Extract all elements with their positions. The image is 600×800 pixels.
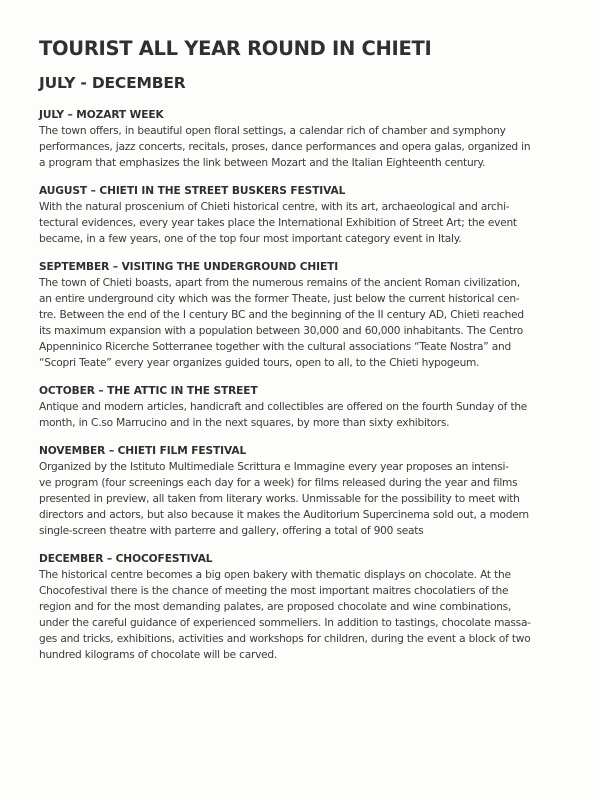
section-body: [39, 123, 569, 171]
body-line: became, in a few years, one of the top four most important category event in Italy.: [39, 233, 462, 245]
body-line: tre. Between the end of the I century BC and the beginning of the II century AD, Chieti reached: [39, 309, 524, 321]
body-line: The town offers, in beautiful open floral settings, a calendar rich of chamber and symphony: [39, 125, 506, 137]
body-line: The town of Chieti boasts, apart from the numerous remains of the ancient Roman civilization,: [39, 277, 520, 289]
section-october: [39, 383, 569, 431]
section-body: [39, 199, 569, 247]
body-line: ges and tricks, exhibitions, activities and workshops for children, during the event a block of two: [39, 633, 531, 645]
body-line: ve program (four screenings each day for a week) for films released during the year and films: [39, 477, 518, 489]
section-heading: DECEMBER – CHOCOFESTIVAL: [39, 553, 213, 565]
body-line: Appenninico Ricerche Sotterranee together with the cultural associations “Teate Nostra” and: [39, 341, 511, 353]
section-heading: SEPTEMBER – VISITING THE UNDERGROUND CHIETI: [39, 261, 339, 273]
section-body: [39, 567, 569, 663]
body-line: its maximum expansion with a population between 30,000 and 60,000 inhabitants. The Centro: [39, 325, 523, 337]
section-july: [39, 107, 569, 171]
sections-container: [39, 107, 569, 663]
body-line: “Scopri Teate” every year organizes guided tours, open to all, to the Chieti hypogeum.: [39, 357, 480, 369]
body-line: directors and actors, but also because it makes the Auditorium Supercinema sold out, a modern: [39, 509, 529, 521]
body-line: With the natural proscenium of Chieti historical centre, with its art, archaeological and archi-: [39, 201, 510, 213]
document-title: TOURIST ALL YEAR ROUND IN CHIETI: [39, 37, 432, 60]
section-body: [39, 399, 569, 431]
body-line: a program that emphasizes the link between Mozart and the Italian Eighteenth century.: [39, 157, 486, 169]
body-line: performances, jazz concerts, recitals, proses, dance performances and opera galas, organized in: [39, 141, 531, 153]
body-line: under the careful guidance of experienced sommeliers. In addition to tastings, chocolate massa-: [39, 617, 531, 629]
body-line: single-screen theatre with parterre and gallery, offering a total of 900 seats: [39, 525, 424, 537]
body-line: an entire underground city which was the former Theate, just below the current historical cen-: [39, 293, 520, 305]
section-heading: AUGUST – CHIETI IN THE STREET BUSKERS FESTIVAL: [39, 185, 346, 197]
document-page: [39, 36, 569, 663]
body-line: hundred kilograms of chocolate will be carved.: [39, 649, 277, 661]
document-subtitle: JULY - DECEMBER: [39, 74, 186, 92]
body-line: The historical centre becomes a big open bakery with thematic displays on chocolate. At the: [39, 569, 511, 581]
section-body: [39, 275, 569, 371]
section-september: [39, 259, 569, 371]
body-line: presented in preview, all taken from literary works. Unmissable for the possibility to meet with: [39, 493, 520, 505]
section-heading: JULY – MOZART WEEK: [39, 109, 164, 121]
body-line: Chocofestival there is the chance of meeting the most important maitres chocolatiers of the: [39, 585, 509, 597]
body-line: Organized by the Istituto Multimediale Scrittura e Immagine every year proposes an intensi-: [39, 461, 509, 473]
section-november: [39, 443, 569, 539]
section-december: [39, 551, 569, 663]
section-heading: OCTOBER – THE ATTIC IN THE STREET: [39, 385, 258, 397]
body-line: month, in C.so Marrucino and in the next squares, by more than sixty exhibitors.: [39, 417, 450, 429]
body-line: tectural evidences, every year takes place the International Exhibition of Street Art; the event: [39, 217, 517, 229]
body-line: region and for the most demanding palates, are proposed chocolate and wine combinations,: [39, 601, 512, 613]
section-heading: NOVEMBER – CHIETI FILM FESTIVAL: [39, 445, 247, 457]
section-august: [39, 183, 569, 247]
body-line: Antique and modern articles, handicraft and collectibles are offered on the fourth Sunday of the: [39, 401, 528, 413]
section-body: [39, 459, 569, 539]
